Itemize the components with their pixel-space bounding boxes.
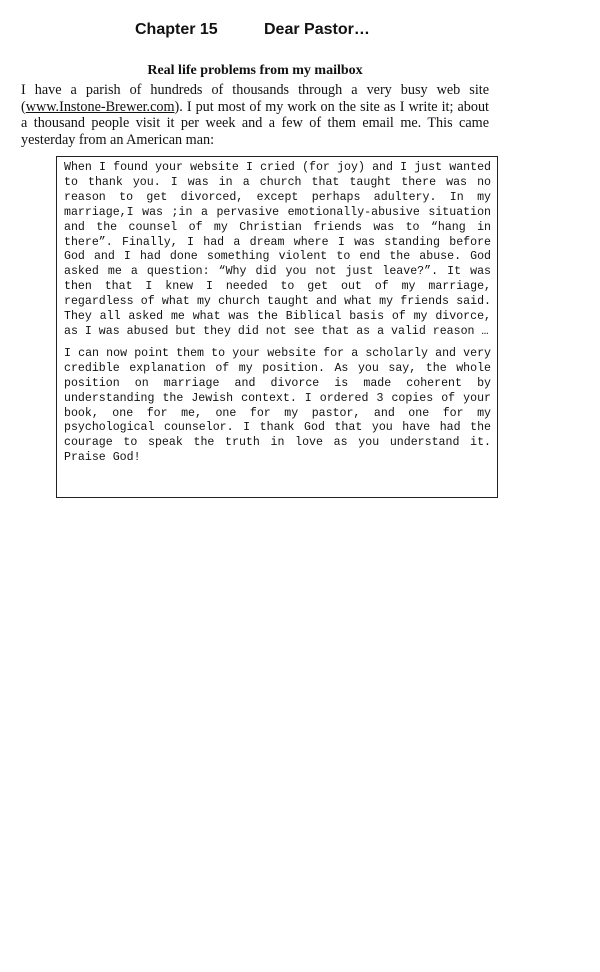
chapter-heading [0,21,600,45]
intro-paragraph [21,82,489,148]
intro-text-start: I have a parish of hundreds of thousands through a very busy web site ( [21,82,489,115]
email-paragraph: When I found your website I cried (for joy) and I just wanted to thank you. I was in a church that taught there was no reason to get divorced, except perhaps adultery. In my marriage,I was ;in a pervasive emotionally-abusive situation and the counsel of my Christian friends was to “hang in there”. Finally, I had a dream where I was standing before God and I had done something violent to end the abuse. God asked me a question: “Why did you not just leave?”. It was then that I knew I needed to get out of my marriage, regardless of what my church taught and what my friends said. They all asked me what was the Biblical basis of my divorce, as I was abused but they did not see that as a valid reason … [64,161,491,338]
intro-text-end: ). I put most of my work on the site as I write it; about a thousand people visit it per week and a few of them email me. This came yesterday from an American man: [21,98,489,148]
section-heading: Real life problems from my mailbox [147,63,363,78]
chapter-title: Dear Pastor… [264,21,370,38]
quoted-email-box [56,156,498,498]
chapter-number: Chapter 15 [135,21,218,38]
email-paragraph: I can now point them to your website for a scholarly and very credible explanation of my position. As you say, the whole position on marriage and divorce is made coherent by understanding the Jewish context. I ordered 3 copies of your book, one for me, one for my pastor, and one for my psychological counselor. I thank God that you have had the courage to speak the truth in love as you understand it. Praise God! [64,346,491,465]
website-link[interactable]: www.Instone-Brewer.com [25,98,175,115]
